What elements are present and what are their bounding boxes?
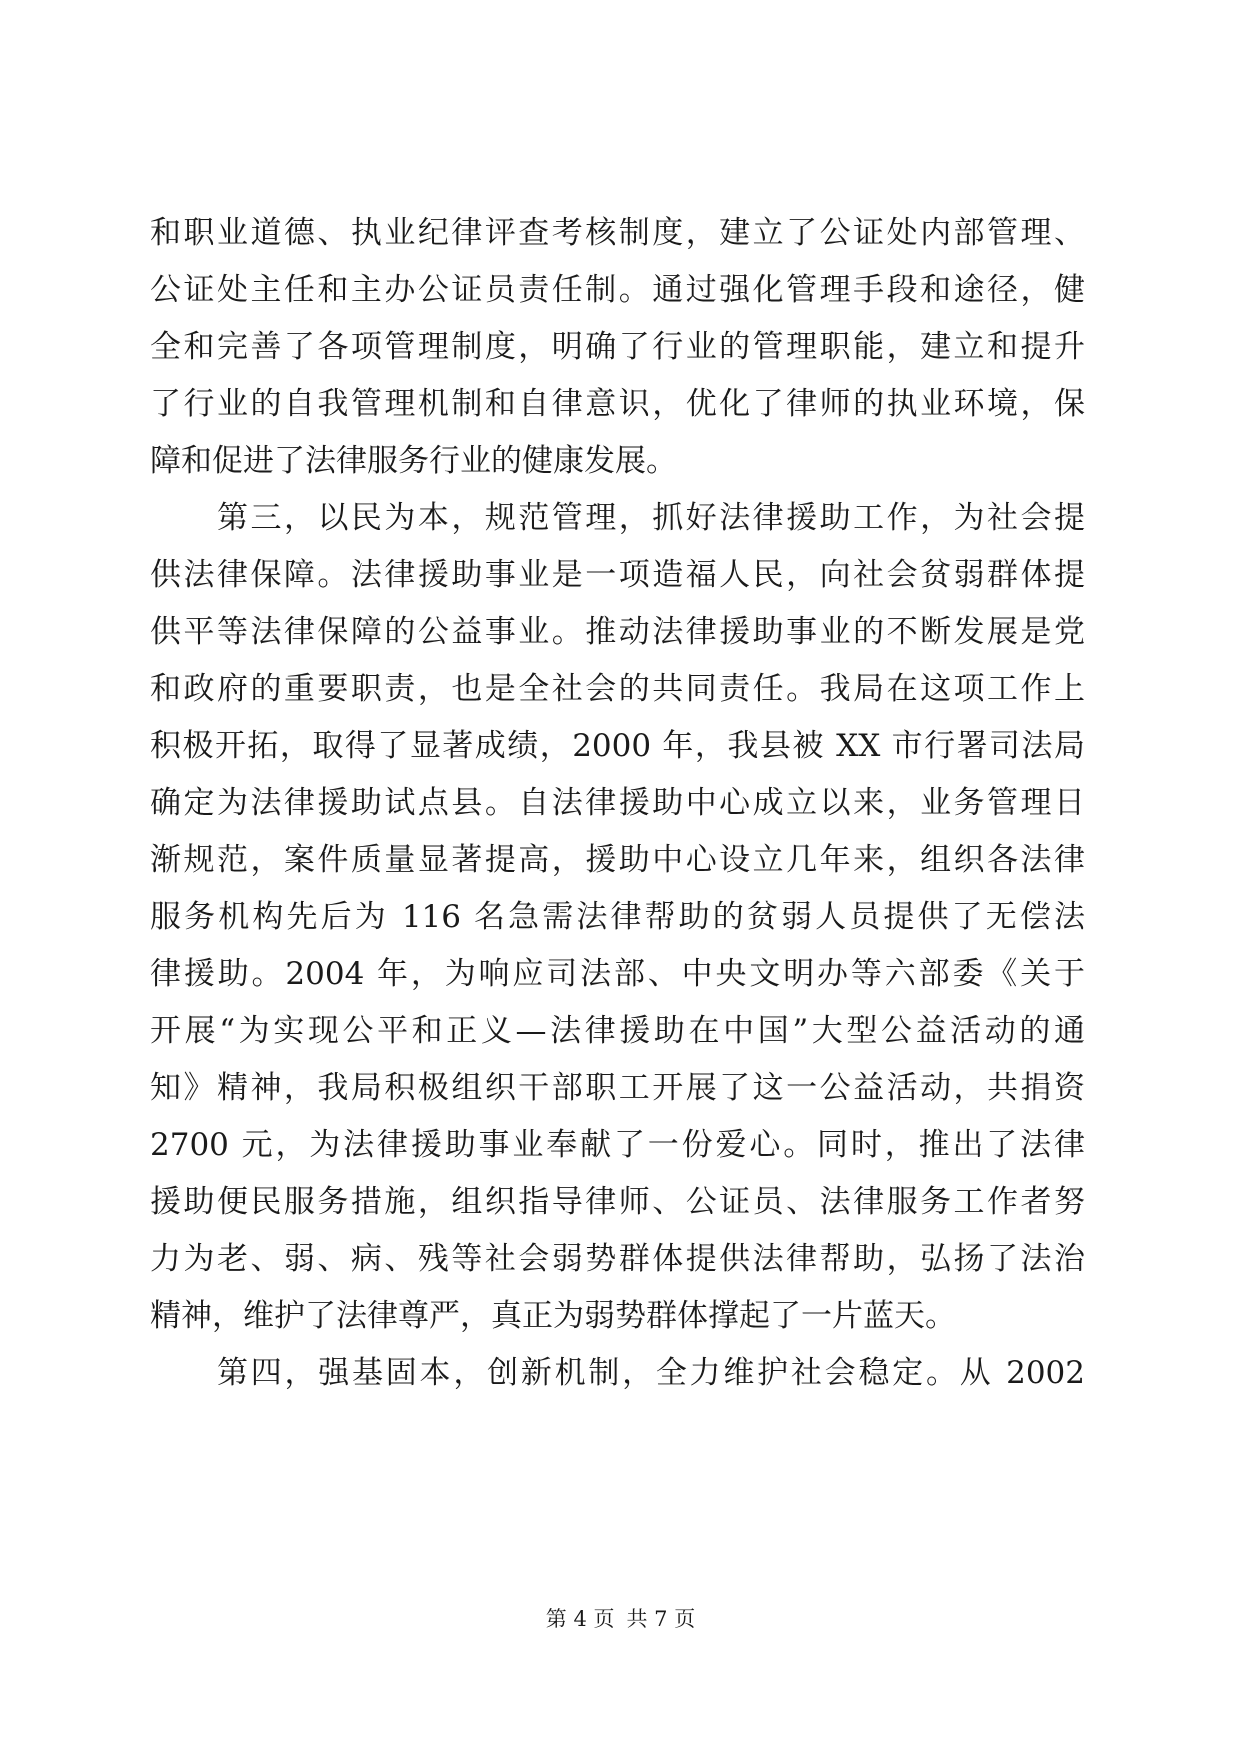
page-number-total: 共 7 页 <box>626 1607 696 1631</box>
paragraph-3-heading-line: 第三，以民为本，规范管理，抓好法律援助工作，为社会提 <box>217 500 1085 536</box>
body-line-4: 了行业的自我管理机制和自律意识，优化了律师的执业环境，保 <box>150 386 1085 422</box>
paragraph-4-heading-line: 第四，强基固本，创新机制，全力维护社会稳定。从 2002 <box>217 1355 1085 1391</box>
body-line-8: 供平等法律保障的公益事业。推动法律援助事业的不断发展是党 <box>150 614 1085 650</box>
page-number-current: 第 4 页 <box>545 1607 615 1631</box>
body-line-3: 全和完善了各项管理制度，明确了行业的管理职能，建立和提升 <box>150 329 1085 365</box>
body-line-5: 障和促进了法律服务行业的健康发展。 <box>150 443 677 479</box>
body-line-7: 供法律保障。法律援助事业是一项造福人民，向社会贫弱群体提 <box>150 557 1085 593</box>
body-line-15: 开展“为实现公平和正义—法律援助在中国”大型公益活动的通 <box>150 1013 1085 1049</box>
body-line-17: 2700 元，为法律援助事业奉献了一份爱心。同时，推出了法律 <box>150 1127 1085 1163</box>
body-line-9: 和政府的重要职责，也是全社会的共同责任。我局在这项工作上 <box>150 671 1085 707</box>
body-line-1: 和职业道德、执业纪律评查考核制度，建立了公证处内部管理、 <box>150 215 1085 251</box>
body-line-11: 确定为法律援助试点县。自法律援助中心成立以来，业务管理日 <box>150 785 1085 821</box>
body-line-14: 律援助。2004 年，为响应司法部、中央文明办等六部委《关于 <box>150 956 1085 992</box>
page-footer <box>0 1604 1241 1634</box>
body-line-13: 服务机构先后为 116 名急需法律帮助的贫弱人员提供了无偿法 <box>150 899 1085 935</box>
body-line-18: 援助便民服务措施，组织指导律师、公证员、法律服务工作者努 <box>150 1184 1085 1220</box>
body-line-20: 精神，维护了法律尊严，真正为弱势群体撑起了一片蓝天。 <box>150 1298 956 1334</box>
body-line-12: 渐规范，案件质量显著提高，援助中心设立几年来，组织各法律 <box>150 842 1085 878</box>
body-line-2: 公证处主任和主办公证员责任制。通过强化管理手段和途径，健 <box>150 272 1085 308</box>
body-line-19: 力为老、弱、病、残等社会弱势群体提供法律帮助，弘扬了法治 <box>150 1241 1085 1277</box>
body-line-10: 积极开拓，取得了显著成绩，2000 年，我县被 XX 市行署司法局 <box>150 728 1085 764</box>
body-line-16: 知》精神，我局积极组织干部职工开展了这一公益活动，共捐资 <box>150 1070 1085 1106</box>
